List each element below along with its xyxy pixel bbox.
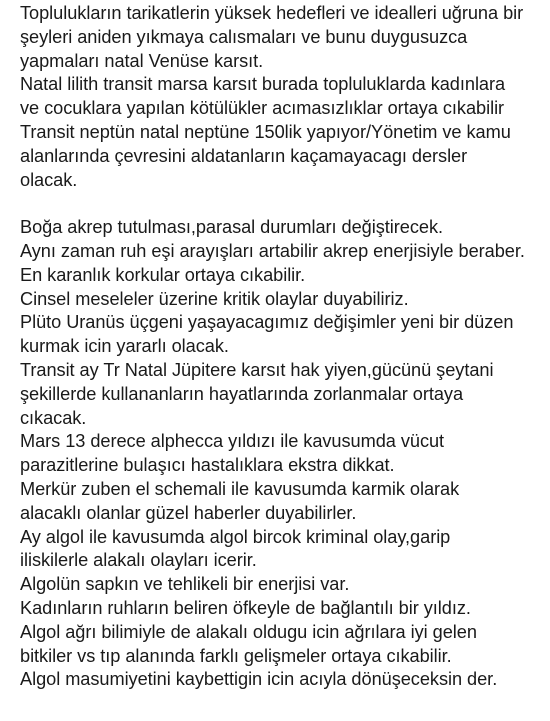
text-line: Cinsel meseleler üzerine kritik olaylar duyabiliriz. [20,288,409,309]
text-line: kurmak icin yararlı olacak. [20,336,229,357]
text-line: Boğa akrep tutulması,parasal durumları değiştirecek. [20,217,443,238]
text-line: Algol masumiyetini kaybettigin icin acıyla dönüşeceksin der. [20,669,498,690]
text-line: En karanlık korkular ortaya cıkabilir. [20,264,306,285]
paragraph-gap [20,192,548,216]
text-line: şeyleri aniden yıkmaya calısmaları ve bunu duygusuzca [20,26,468,47]
text-line: bitkiler vs tıp alanında farklı gelişmeler ortaya cıkabilir. [20,645,452,666]
text-line: şekillerde kullananların hayatlarında zorlanmalar ortaya [20,383,464,404]
text-line: alanlarında çevresini aldatanların kaçamayacagı dersler [20,145,468,166]
text-line: Transit ay Tr Natal Jüpitere karsıt hak yiyen,gücünü şeytani [20,359,494,380]
text-line: cıkacak. [20,407,87,428]
paragraph-2 [20,216,548,692]
text-line: Natal lilith transit marsa karsıt burada topluluklarda kadınlara [20,74,506,95]
paragraph-1 [20,2,548,192]
text-line: ve cocuklara yapılan kötülükler acımasızlıklar ortaya cıkabilir [20,98,505,119]
text-line: Algolün sapkın ve tehlikeli bir enerjisi var. [20,574,350,595]
text-line: parazitlerine bulaşıcı hastalıklara ekstra dikkat. [20,455,395,476]
text-line: alacaklı olanlar güzel haberler duyabilirler. [20,502,357,523]
text-line: Transit neptün natal neptüne 150lik yapıyor/Yönetim ve kamu [20,121,511,142]
text-line: olacak. [20,169,78,190]
text-line: Aynı zaman ruh eşi arayışları artabilir akrep enerjisiyle beraber. [20,240,525,261]
text-line: Plüto Uranüs üçgeni yaşayacagımız değişimler yeni bir düzen [20,312,514,333]
text-line: Ay algol ile kavusumda algol bircok kriminal olay,garip [20,526,451,547]
text-line: Toplulukların tarikatlerin yüksek hedefleri ve idealleri uğruna bir [20,3,524,23]
text-line: Mars 13 derece alphecca yıldızı ile kavusumda vücut [20,431,445,452]
text-line: iliskilerle alakalı olayları icerir. [20,550,257,571]
text-line: yapmaları natal Venüse karsıt. [20,50,264,71]
text-line: Merkür zuben el schemali ile kavusumda karmik olarak [20,478,460,499]
text-line: Kadınların ruhların beliren öfkeyle de bağlantılı bir yıldız. [20,597,471,618]
text-line: Algol ağrı bilimiyle de alakalı oldugu icin ağrılara iyi gelen [20,621,477,642]
document-body [20,2,548,692]
